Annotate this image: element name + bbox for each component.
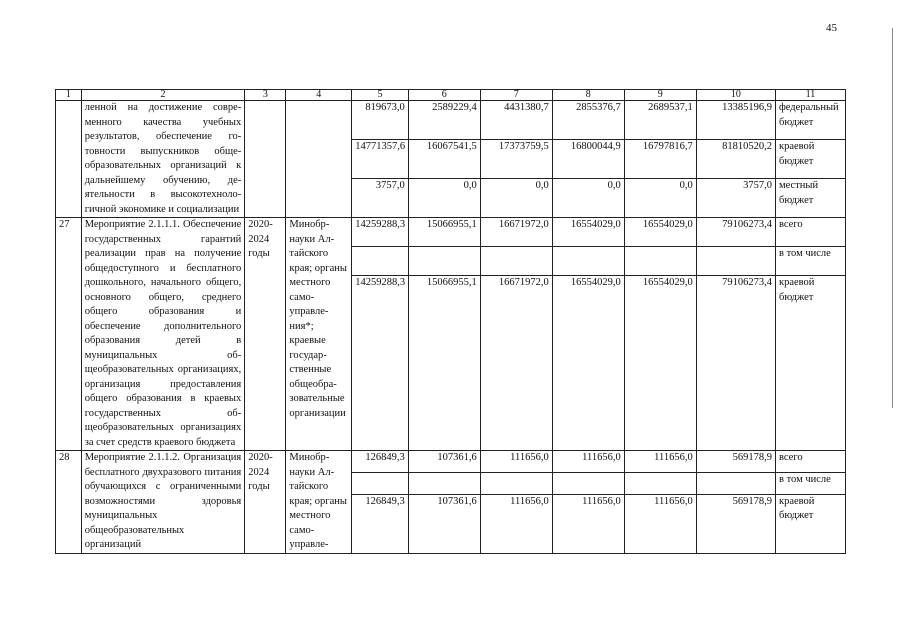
- value-cell: 107361,6: [408, 494, 480, 553]
- row-description: Мероприятие 2.1.1.2. Организация бесплатного двухразового питания обучающихся с ограниченными возможностями здоровья муниципальных общеобразовательных организаций: [81, 451, 245, 554]
- funding-source: в том числе: [775, 472, 845, 494]
- page-edge-rule: [892, 28, 893, 408]
- column-number: 3: [245, 90, 286, 101]
- column-number: 11: [775, 90, 845, 101]
- value-cell: 14771357,6: [352, 140, 409, 179]
- value-cell: 126849,3: [352, 494, 409, 553]
- value-cell: 0,0: [480, 179, 552, 218]
- value-cell: 111656,0: [480, 451, 552, 473]
- value-cell: 111656,0: [624, 451, 696, 473]
- column-number: 8: [552, 90, 624, 101]
- funding-source: в том числе: [775, 247, 845, 276]
- value-cell: 2589229,4: [408, 101, 480, 140]
- value-cell: 16554029,0: [552, 218, 624, 247]
- column-number: 6: [408, 90, 480, 101]
- value-cell: 16671972,0: [480, 276, 552, 451]
- value-cell: 111656,0: [480, 494, 552, 553]
- value-cell: 15066955,1: [408, 218, 480, 247]
- total-cell: [696, 472, 775, 494]
- value-cell: 16797816,7: [624, 140, 696, 179]
- value-cell: 2689537,1: [624, 101, 696, 140]
- funding-source: краевой бюджет: [775, 276, 845, 451]
- table-row: [56, 218, 846, 247]
- value-cell: 16554029,0: [624, 218, 696, 247]
- value-cell: [624, 247, 696, 276]
- total-cell: 3757,0: [696, 179, 775, 218]
- period-cell: [245, 101, 286, 218]
- value-cell: [624, 472, 696, 494]
- row-description: ленной на достижение современного качества учебных результатов, обеспечение готовности выпускников общеобразовательных организаций к дальнейшему обучению, деятельности в высокотехнологичной экономике и социализации: [81, 101, 245, 218]
- total-cell: 79106273,4: [696, 276, 775, 451]
- value-cell: [480, 472, 552, 494]
- value-cell: 2855376,7: [552, 101, 624, 140]
- value-cell: 16671972,0: [480, 218, 552, 247]
- column-number: 4: [286, 90, 352, 101]
- value-cell: 111656,0: [552, 451, 624, 473]
- column-number: 5: [352, 90, 409, 101]
- total-cell: 79106273,4: [696, 218, 775, 247]
- column-number: 10: [696, 90, 775, 101]
- executor-cell: [286, 101, 352, 218]
- value-cell: 3757,0: [352, 179, 409, 218]
- value-cell: [408, 247, 480, 276]
- value-cell: 126849,3: [352, 451, 409, 473]
- column-number-row: [56, 90, 846, 101]
- value-cell: [408, 472, 480, 494]
- value-cell: 0,0: [624, 179, 696, 218]
- period-cell: 2020- 2024 годы: [245, 218, 286, 451]
- period-cell: 2020- 2024 годы: [245, 451, 286, 554]
- page-number: 45: [826, 22, 837, 34]
- value-cell: 16554029,0: [552, 276, 624, 451]
- value-cell: 819673,0: [352, 101, 409, 140]
- value-cell: 16067541,5: [408, 140, 480, 179]
- value-cell: [552, 472, 624, 494]
- value-cell: [480, 247, 552, 276]
- row-description: Мероприятие 2.1.1.1. Обеспечение государственных гарантий реализации прав на получение общедоступного и бесплатного дошкольного, начального общего, основного общего, среднего общего образования и обеспечение дополнительного образования детей в муниципальных общеобразовательных организациях, организация предоставления общего образования в краевых государственных общеобразовательных организациях за счет средств краевого бюджета: [81, 218, 245, 451]
- value-cell: 15066955,1: [408, 276, 480, 451]
- value-cell: [352, 472, 409, 494]
- value-cell: 16800044,9: [552, 140, 624, 179]
- value-cell: [552, 247, 624, 276]
- executor-cell: Минобрнауки Алтайского края; органы местного самоуправления*; краевые государственные общеобразовательные организации: [286, 218, 352, 451]
- value-cell: 17373759,5: [480, 140, 552, 179]
- row-number-cell: 28: [56, 451, 82, 554]
- value-cell: 107361,6: [408, 451, 480, 473]
- value-cell: [352, 247, 409, 276]
- funding-source: краевой бюджет: [775, 494, 845, 553]
- value-cell: 14259288,3: [352, 276, 409, 451]
- total-cell: 569178,9: [696, 494, 775, 553]
- executor-cell: Минобрнауки Алтайского края; органы местного самоуправле-: [286, 451, 352, 554]
- total-cell: [696, 247, 775, 276]
- value-cell: 16554029,0: [624, 276, 696, 451]
- value-cell: 14259288,3: [352, 218, 409, 247]
- program-table: [55, 89, 846, 554]
- table-row: [56, 101, 846, 140]
- value-cell: 0,0: [408, 179, 480, 218]
- column-number: 1: [56, 90, 82, 101]
- value-cell: 111656,0: [552, 494, 624, 553]
- value-cell: 111656,0: [624, 494, 696, 553]
- row-number-cell: 27: [56, 218, 82, 451]
- total-cell: 81810520,2: [696, 140, 775, 179]
- funding-source: местный бюджет: [775, 179, 845, 218]
- funding-source: федеральный бюджет: [775, 101, 845, 140]
- value-cell: 4431380,7: [480, 101, 552, 140]
- funding-source: всего: [775, 451, 845, 473]
- table-row: [56, 451, 846, 473]
- row-number-cell: [56, 101, 82, 218]
- total-cell: 569178,9: [696, 451, 775, 473]
- column-number: 7: [480, 90, 552, 101]
- funding-source: краевой бюджет: [775, 140, 845, 179]
- value-cell: 0,0: [552, 179, 624, 218]
- column-number: 2: [81, 90, 245, 101]
- funding-source: всего: [775, 218, 845, 247]
- total-cell: 13385196,9: [696, 101, 775, 140]
- column-number: 9: [624, 90, 696, 101]
